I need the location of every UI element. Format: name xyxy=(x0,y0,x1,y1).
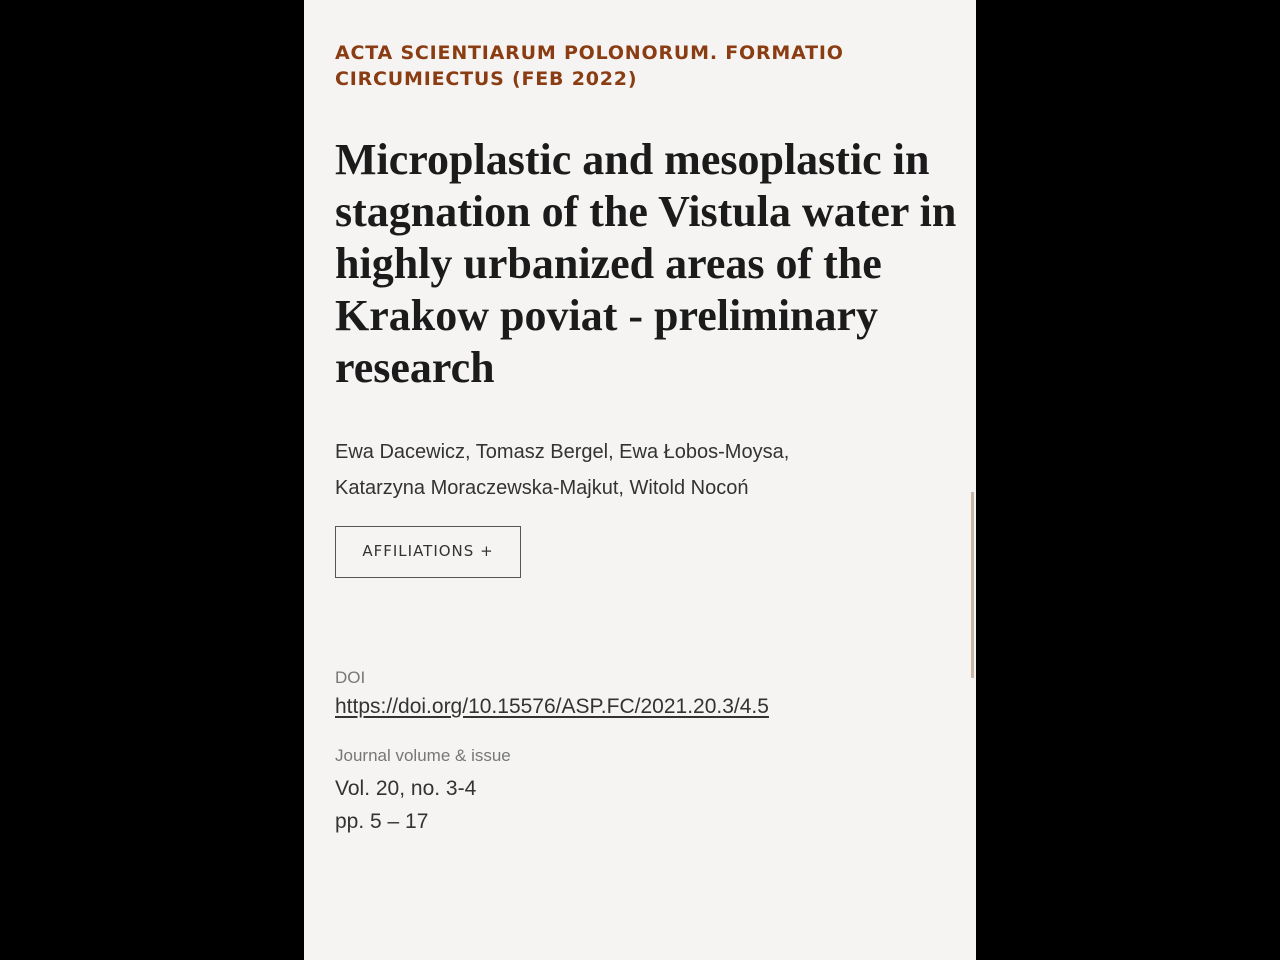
article-title: Microplastic and mesoplastic in stagnation of the Vistula water in highly urbanized areas of the Krakow poviat - preliminary research xyxy=(335,135,957,392)
volume-issue-value: Vol. 20, no. 3-4 xyxy=(335,777,477,800)
page-range: pp. 5 – 17 xyxy=(335,810,429,833)
scroll-indicator xyxy=(971,492,974,678)
author-list[interactable]: Ewa Dacewicz, Tomasz Bergel, Ewa Łobos-Moysa, Katarzyna Moraczewska-Majkut, Witold Nocoń xyxy=(335,441,790,499)
affiliations-button[interactable]: AFFILIATIONS + xyxy=(335,526,521,578)
doi-label: DOI xyxy=(335,668,366,687)
journal-name[interactable]: ACTA SCIENTIARUM POLONORUM. FORMATIO CIRCUMIECTUS (FEB 2022) xyxy=(335,42,844,90)
article-header xyxy=(335,40,955,838)
doi-link[interactable]: https://doi.org/10.15576/ASP.FC/2021.20.3/4.5 xyxy=(335,695,769,718)
volume-issue-label: Journal volume & issue xyxy=(335,746,511,765)
article-page xyxy=(304,0,976,960)
